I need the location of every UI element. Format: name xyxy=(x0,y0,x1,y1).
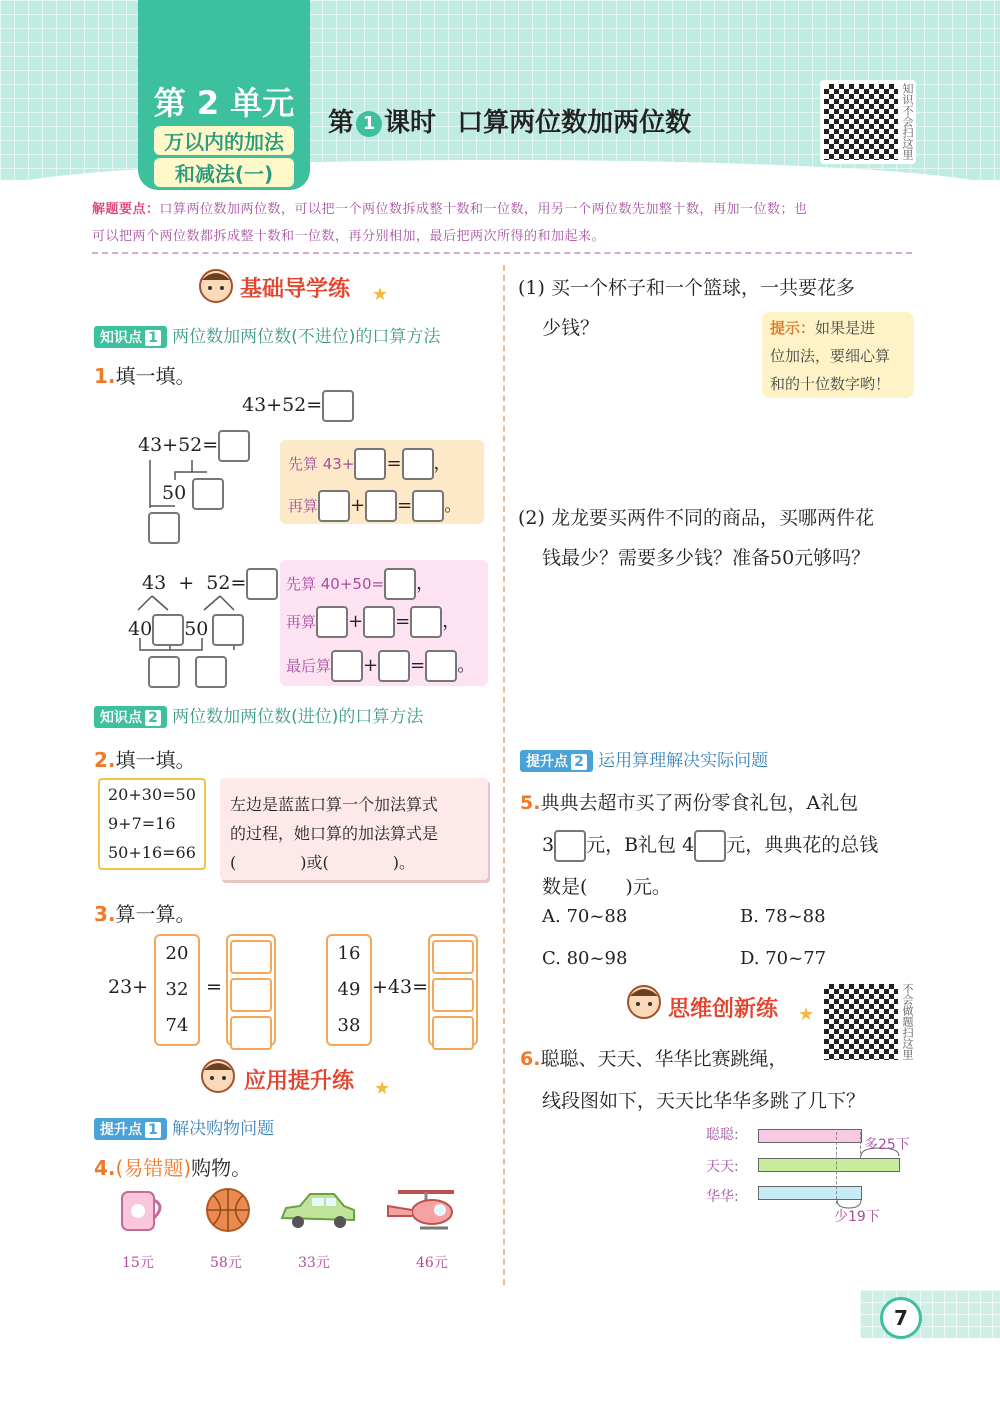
child-icon xyxy=(196,266,236,306)
star-icon: ★ xyxy=(798,1004,815,1025)
page-number: 7 xyxy=(880,1297,922,1339)
answer-box[interactable] xyxy=(354,448,386,480)
label-less: 少19下 xyxy=(834,1209,880,1225)
q3-right-op: +43= xyxy=(372,976,429,998)
qr-label-knowledge: 知识不会扫这里 xyxy=(898,80,916,164)
q4-heading: 4.(易错题)购物。 xyxy=(94,1156,252,1180)
q6-line2: 线段图如下，天天比华华多跳了几下？ xyxy=(542,1090,866,1112)
q5-line3[interactable]: 数是( )元。 xyxy=(542,876,671,898)
price-car: 33元 xyxy=(298,1255,330,1271)
answer-box[interactable] xyxy=(363,606,395,638)
q4-part2 xyxy=(518,498,874,578)
q6-text: 6.聪聪、天天、华华比赛跳绳， 线段图如下，天天比华华多跳了几下？ xyxy=(520,1038,865,1122)
q3-value: 32 xyxy=(165,979,189,1000)
q1-eq-b: 43 + 52= xyxy=(142,568,278,600)
tips-label: 解题要点： xyxy=(92,202,160,217)
answer-box[interactable] xyxy=(331,650,363,682)
section-apply-title: 应用提升练 xyxy=(244,1069,355,1094)
q1-split-b: 40 50 xyxy=(128,614,244,646)
unit-subtitle-2: 和减法(一) xyxy=(154,158,294,187)
column-divider xyxy=(503,265,505,1285)
answer-cell[interactable] xyxy=(432,1016,474,1050)
kp1-tag: 知识点 1 xyxy=(94,326,167,348)
answer-box[interactable] xyxy=(378,650,410,682)
label-huahua: 华华: xyxy=(706,1189,739,1205)
q3-heading: 3.算一算。 xyxy=(94,902,196,926)
q2-heading: 2.填一填。 xyxy=(94,748,196,772)
unit-subtitle-1: 万以内的加法 xyxy=(154,126,294,155)
kp1-text: 两位数加两位数(不进位)的口算方法 xyxy=(172,327,441,347)
price-basketball: 58元 xyxy=(210,1255,242,1271)
improve-point-1 xyxy=(94,1114,274,1140)
q3-right-values xyxy=(326,934,372,1046)
answer-cell[interactable] xyxy=(432,940,474,974)
answer-box[interactable] xyxy=(365,490,397,522)
answer-box[interactable] xyxy=(694,830,726,862)
solving-tips xyxy=(92,196,914,250)
answer-box[interactable] xyxy=(152,614,184,646)
answer-cell[interactable] xyxy=(230,978,272,1012)
q1-steps-panel-b: 先算 40+50= ， 再算 + = ， 最后算 + = 。 xyxy=(280,560,488,686)
bar-congcong xyxy=(758,1129,862,1143)
kp2-text: 两位数加两位数(进位)的口算方法 xyxy=(172,707,424,727)
label-tiantian: 天天: xyxy=(706,1159,739,1175)
answer-box[interactable] xyxy=(148,512,180,544)
answer-cell[interactable] xyxy=(432,978,474,1012)
q2-card-line: 的过程，她口算的加法算式是 xyxy=(230,824,439,843)
answer-box[interactable] xyxy=(316,606,348,638)
qr-code-knowledge[interactable] xyxy=(820,80,904,164)
qr-label-problems: 不会做题扫这里 xyxy=(898,980,916,1064)
q4-part1-line2: 少钱？ xyxy=(542,317,600,339)
basketball-icon xyxy=(204,1186,252,1234)
q2-line: 50+16=66 xyxy=(108,843,196,862)
unit-badge xyxy=(138,0,310,190)
lesson-number: 1 xyxy=(356,111,382,137)
hint-label: 提示： xyxy=(770,319,816,337)
answer-box[interactable] xyxy=(218,430,250,462)
answer-box[interactable] xyxy=(148,656,180,688)
q3-right-answers xyxy=(428,934,478,1046)
tp2-tag: 提升点 2 xyxy=(520,750,593,772)
toy-helicopter-icon xyxy=(384,1184,464,1236)
q3-equals: = xyxy=(206,976,222,998)
answer-box[interactable] xyxy=(384,568,416,600)
q3-value: 16 xyxy=(337,943,361,964)
unit-title: 第 2 单元 xyxy=(153,84,295,122)
q5-option-a[interactable]: A. 70~88 xyxy=(542,906,628,927)
lesson-mid: 课时 xyxy=(384,108,437,138)
q1-fifty: 50 xyxy=(162,478,224,510)
q2-card-line: 左边是蓝蓝口算一个加法算式 xyxy=(230,795,439,814)
answer-box[interactable] xyxy=(410,606,442,638)
q5-option-b[interactable]: B. 78~88 xyxy=(740,906,826,927)
lesson-name: 口算两位数加两位数 xyxy=(457,108,692,138)
cup-icon xyxy=(116,1186,168,1234)
q3-left-values xyxy=(154,934,200,1046)
q2-card-answer[interactable]: ( )或( )。 xyxy=(230,853,415,872)
lesson-title xyxy=(328,102,691,139)
price-cup: 15元 xyxy=(122,1255,154,1271)
bar-guide-line xyxy=(836,1132,837,1204)
tips-text-1: 口算两位数加两位数，可以把一个两位数拆成整十数和一位数，用另一个两位数先加整十数，再加一位数；也 xyxy=(159,202,808,217)
child-icon xyxy=(198,1056,238,1096)
bar-huahua xyxy=(758,1186,862,1200)
tips-divider xyxy=(92,252,912,254)
tp1-text: 解决购物问题 xyxy=(172,1119,275,1139)
q4-part2-line2: 钱最少？需要多少钱？准备50元够吗？ xyxy=(542,547,871,569)
q3-value: 20 xyxy=(165,943,189,964)
tp1-tag: 提升点 1 xyxy=(94,1118,167,1140)
toy-car-icon xyxy=(278,1186,358,1234)
label-congcong: 聪聪: xyxy=(706,1127,739,1143)
answer-box[interactable] xyxy=(192,478,224,510)
q1-top-eq: 43+52= xyxy=(242,390,354,422)
q4-part2-line1: (2) 龙龙要买两件不同的商品，买哪两件花 xyxy=(518,507,874,529)
price-helicopter: 46元 xyxy=(416,1255,448,1271)
q1-steps-panel-a: 先算 43+ = ， 再算 + = 。 xyxy=(280,440,484,524)
star-icon: ★ xyxy=(374,1078,391,1099)
hint-box: 提示：如果是进 位加法，要细心算 和的十位数字哟！ xyxy=(762,312,914,398)
lesson-prefix: 第 xyxy=(328,108,355,138)
q1-left-box xyxy=(148,512,180,544)
q5-option-c[interactable]: C. 80~98 xyxy=(542,948,628,969)
tips-text-2: 可以把两个两位数都拆成整十数和一位数，再分别相加，最后把两次所得的和加起来。 xyxy=(92,229,606,244)
q2-line: 9+7=16 xyxy=(108,814,176,833)
q3-left-op: 23+ xyxy=(108,976,149,998)
q1-heading: 1.填一填。 xyxy=(94,364,196,388)
answer-box[interactable] xyxy=(318,490,350,522)
answer-box[interactable] xyxy=(554,830,586,862)
q2-calc-box xyxy=(98,778,206,870)
q3-value: 49 xyxy=(337,979,361,1000)
star-icon: ★ xyxy=(372,284,389,305)
improve-point-2 xyxy=(520,746,768,772)
bar-tiantian xyxy=(758,1158,900,1172)
q3-value: 38 xyxy=(337,1015,361,1036)
answer-cell[interactable] xyxy=(230,1016,272,1050)
answer-box[interactable] xyxy=(412,490,444,522)
q1-eq-a: 43+52= xyxy=(138,430,250,462)
q5-option-d[interactable]: D. 70~77 xyxy=(740,948,827,969)
kp2-tag: 知识点 2 xyxy=(94,706,167,728)
answer-box[interactable] xyxy=(195,656,227,688)
answer-box[interactable] xyxy=(322,390,354,422)
answer-box[interactable] xyxy=(425,650,457,682)
q5-text: 5.典典去超市买了两份零食礼包，A礼包 3 元，B礼包 4 元，典典花的总钱 数是( )元。 xyxy=(520,782,920,908)
q1-bottom-boxes xyxy=(148,656,227,688)
knowledge-point-2 xyxy=(94,702,423,728)
knowledge-point-1 xyxy=(94,322,440,348)
label-more: 多25下 xyxy=(864,1137,910,1153)
q3-left-answers xyxy=(226,934,276,1046)
answer-cell[interactable] xyxy=(230,940,272,974)
tp2-text: 运用算理解决实际问题 xyxy=(598,751,769,771)
answer-box[interactable] xyxy=(402,448,434,480)
q2-note-card xyxy=(220,778,488,880)
q3-value: 74 xyxy=(165,1015,189,1036)
answer-box[interactable] xyxy=(212,614,244,646)
section-think-title: 思维创新练 xyxy=(668,997,779,1022)
section-basic-title: 基础导学练 xyxy=(240,277,351,302)
q2-line: 20+30=50 xyxy=(108,785,196,804)
child-icon xyxy=(624,982,664,1022)
q4-part1-line1: (1) 买一个杯子和一个篮球，一共要花多 xyxy=(518,277,855,299)
